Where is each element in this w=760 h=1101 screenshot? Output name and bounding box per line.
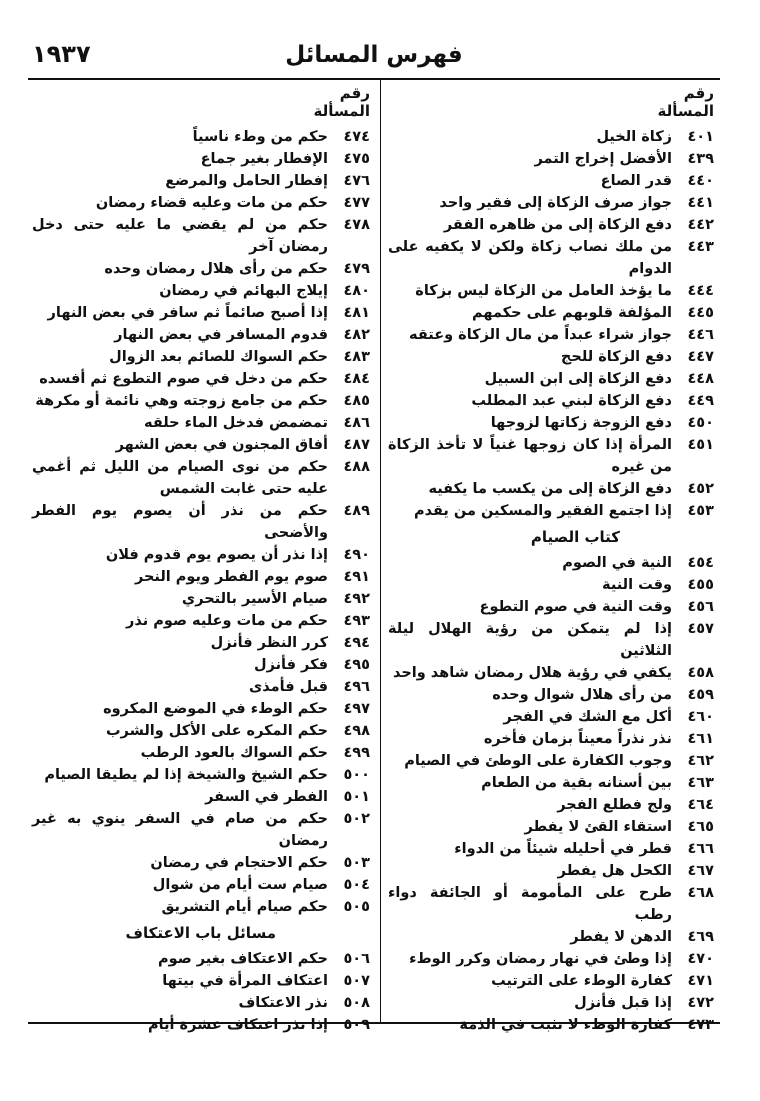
entry-title: إيلاج البهائم في رمضان bbox=[159, 283, 328, 299]
index-entry bbox=[28, 544, 376, 566]
index-entry bbox=[28, 434, 376, 456]
right-column bbox=[384, 84, 720, 1036]
entry-number: ٤٨٥ bbox=[343, 393, 370, 409]
entry-title: دفع الزكاة لبني عبد المطلب bbox=[471, 393, 672, 409]
index-entry bbox=[28, 126, 376, 148]
entry-title: حكم الوطء في الموضع المكروه bbox=[103, 701, 328, 717]
index-entry bbox=[384, 838, 720, 860]
index-entry bbox=[28, 368, 376, 390]
entry-title: إفطار الحامل والمرضع bbox=[165, 173, 328, 189]
entry-title: النية في الصوم bbox=[562, 555, 672, 571]
entry-number: ٤٥٤ bbox=[687, 555, 714, 571]
entry-title: وقت النية bbox=[602, 577, 672, 593]
entry-number: ٤٨٩ bbox=[343, 503, 370, 519]
entry-number: ٤٦٢ bbox=[687, 753, 714, 769]
entry-title: كفارة الوطء على الترتيب bbox=[491, 973, 672, 989]
entry-number: ٥٠٦ bbox=[343, 951, 370, 967]
entry-title: قدوم المسافر في بعض النهار bbox=[114, 327, 328, 343]
entry-title: حكم صيام أيام التشريق bbox=[161, 899, 328, 915]
index-entry bbox=[384, 596, 720, 618]
entry-number: ٤٩٢ bbox=[343, 591, 370, 607]
entry-title: بين أسنانه بقية من الطعام bbox=[481, 775, 672, 791]
entry-title: حكم من مات وعليه قضاء رمضان bbox=[95, 195, 328, 211]
entry-title: ولج فطلع الفجر bbox=[557, 797, 672, 813]
entry-number: ٥٠٩ bbox=[343, 1017, 370, 1033]
index-entry bbox=[384, 148, 720, 170]
entry-title: دفع الزكاة للحج bbox=[560, 349, 672, 365]
index-entry bbox=[384, 706, 720, 728]
entry-number: ٥٠٣ bbox=[343, 855, 370, 871]
entry-title: الأفضل إخراج التمر bbox=[534, 151, 672, 167]
entry-number: ٥٠١ bbox=[343, 789, 370, 805]
entry-title: كرر النظر فأنزل bbox=[210, 635, 328, 651]
column-heading-line1: رقم bbox=[339, 84, 370, 102]
entry-title: المرأة إذا كان زوجها غنياً لا تأخذ الزكاة من غيره bbox=[388, 437, 672, 475]
entry-title: حكم من دخل في صوم التطوع ثم أفسده bbox=[39, 371, 328, 387]
entry-title: فكر فأنزل bbox=[254, 657, 328, 673]
index-entry bbox=[28, 948, 376, 970]
index-entry bbox=[28, 742, 376, 764]
entry-title: إذا اجتمع الفقير والمسكين من يقدم bbox=[413, 503, 672, 519]
index-entry bbox=[384, 390, 720, 412]
entry-title: حكم من مات وعليه صوم نذر bbox=[126, 613, 328, 629]
entry-number: ٤٧٥ bbox=[343, 151, 370, 167]
entry-number: ٤٠١ bbox=[687, 129, 714, 145]
entry-number: ٤٥٦ bbox=[687, 599, 714, 615]
entry-title: حكم الشيخ والشيخة إذا لم يطيقا الصيام bbox=[44, 767, 328, 783]
index-entry bbox=[28, 324, 376, 346]
index-entry bbox=[384, 552, 720, 574]
column-heading bbox=[384, 84, 720, 126]
entry-title: الكحل هل يفطر bbox=[557, 863, 672, 879]
entry-number: ٤٩٨ bbox=[343, 723, 370, 739]
index-entry bbox=[28, 970, 376, 992]
entry-title: حكم من وطء ناسياً bbox=[192, 129, 328, 145]
left-column bbox=[28, 84, 376, 1036]
entry-title: يكفي في رؤية هلال رمضان شاهد واحد bbox=[392, 665, 672, 681]
index-entry bbox=[384, 324, 720, 346]
entry-list bbox=[28, 126, 376, 918]
entry-title: الفطر في السفر bbox=[205, 789, 328, 805]
entry-number: ٤٤١ bbox=[687, 195, 714, 211]
entry-title: قدر الصاع bbox=[600, 173, 672, 189]
index-entry bbox=[28, 346, 376, 368]
index-entry bbox=[28, 896, 376, 918]
entry-list bbox=[384, 552, 720, 1036]
entry-title: ما يؤخذ العامل من الزكاة ليس بزكاة bbox=[415, 283, 672, 299]
section-title: مسائل باب الاعتكاف bbox=[125, 924, 276, 942]
index-entry bbox=[28, 214, 376, 258]
entry-number: ٥٠٥ bbox=[343, 899, 370, 915]
entry-number: ٤٥٧ bbox=[687, 621, 714, 637]
index-entry bbox=[384, 992, 720, 1014]
entry-number: ٥٠٨ bbox=[343, 995, 370, 1011]
entry-title: قبل فأمذى bbox=[249, 679, 328, 695]
entry-number: ٤٤٢ bbox=[687, 217, 714, 233]
page-header bbox=[28, 38, 720, 78]
index-entry bbox=[28, 764, 376, 786]
entry-number: ٤٥٩ bbox=[687, 687, 714, 703]
index-entry bbox=[384, 280, 720, 302]
entry-number: ٤٦٠ bbox=[687, 709, 714, 725]
entry-title: من ملك نصاب زكاة ولكن لا يكفيه على الدوام bbox=[388, 239, 672, 277]
index-entry bbox=[28, 280, 376, 302]
entry-number: ٤٧٩ bbox=[343, 261, 370, 277]
entry-number: ٤٧٣ bbox=[687, 1017, 714, 1033]
index-entry bbox=[28, 566, 376, 588]
entry-title: حكم السواك للصائم بعد الزوال bbox=[109, 349, 328, 365]
index-entry bbox=[384, 170, 720, 192]
entry-number: ٤٨١ bbox=[343, 305, 370, 321]
entry-number: ٤٨٧ bbox=[343, 437, 370, 453]
entry-number: ٤٤٩ bbox=[687, 393, 714, 409]
column-heading-line2: المسألة bbox=[313, 102, 370, 120]
entry-title: المؤلفة قلوبهم على حكمهم bbox=[472, 305, 672, 321]
entry-number: ٤٦٥ bbox=[687, 819, 714, 835]
entry-title: استقاء القئ لا يفطر bbox=[524, 819, 672, 835]
index-entry bbox=[28, 698, 376, 720]
index-entry bbox=[384, 368, 720, 390]
entry-number: ٤٩١ bbox=[343, 569, 370, 585]
index-entry bbox=[28, 588, 376, 610]
index-entry bbox=[384, 772, 720, 794]
index-entry bbox=[28, 412, 376, 434]
entry-title: أفاق المجنون في بعض الشهر bbox=[115, 437, 328, 453]
entry-number: ٤٨٦ bbox=[343, 415, 370, 431]
entry-number: ٤٧٤ bbox=[343, 129, 370, 145]
column-heading bbox=[28, 84, 376, 126]
entry-number: ٤٩٥ bbox=[343, 657, 370, 673]
entry-number: ٤٥٥ bbox=[687, 577, 714, 593]
index-entry bbox=[384, 750, 720, 772]
index-entry bbox=[28, 302, 376, 324]
entry-title: حكم السواك بالعود الرطب bbox=[140, 745, 328, 761]
entry-title: حكم الاحتجام في رمضان bbox=[150, 855, 328, 871]
index-entry bbox=[384, 948, 720, 970]
entry-number: ٤٧٦ bbox=[343, 173, 370, 189]
index-entry bbox=[28, 808, 376, 852]
entry-title: إذا أصبح صائماً ثم سافر في بعض النهار bbox=[47, 305, 328, 321]
entry-title: حكم المكره على الأكل والشرب bbox=[105, 723, 328, 739]
index-entry bbox=[384, 434, 720, 478]
entry-title: إذا نذر أن يصوم يوم قدوم فلان bbox=[105, 547, 328, 563]
index-entry bbox=[384, 882, 720, 926]
entry-number: ٤٥٢ bbox=[687, 481, 714, 497]
entry-list bbox=[384, 126, 720, 522]
entry-number: ٤٥٨ bbox=[687, 665, 714, 681]
index-entry bbox=[384, 1014, 720, 1036]
entry-number: ٤٤٣ bbox=[687, 239, 714, 255]
entry-number: ٤٧٢ bbox=[687, 995, 714, 1011]
index-entry bbox=[28, 390, 376, 412]
index-entry bbox=[384, 302, 720, 324]
entry-number: ٤٧١ bbox=[687, 973, 714, 989]
entry-title: إذا قبل فأنزل bbox=[574, 995, 672, 1011]
index-entry bbox=[28, 632, 376, 654]
entry-title: وجوب الكفارة على الوطئ في الصيام bbox=[404, 753, 672, 769]
index-entry bbox=[384, 500, 720, 522]
index-entry bbox=[384, 214, 720, 236]
index-entry bbox=[28, 500, 376, 544]
entry-title: حكم من صام في السفر ينوي به غير رمضان bbox=[32, 811, 328, 849]
index-entry bbox=[384, 860, 720, 882]
entry-title: حكم من لم يقضي ما عليه حتى دخل رمضان آخر bbox=[32, 217, 328, 255]
entry-number: ٤٤٧ bbox=[687, 349, 714, 365]
column-heading-line1: رقم bbox=[683, 84, 714, 102]
entry-number: ٤٩٦ bbox=[343, 679, 370, 695]
entry-title: نذر الاعتكاف bbox=[238, 995, 328, 1011]
index-entry bbox=[28, 148, 376, 170]
column-heading-line2: المسألة bbox=[657, 102, 714, 120]
entry-number: ٤٦٩ bbox=[687, 929, 714, 945]
index-entry bbox=[28, 992, 376, 1014]
entry-title: إذا نذر اعتكاف عشرة أيام bbox=[148, 1017, 328, 1033]
index-entry bbox=[384, 346, 720, 368]
entry-number: ٤٦٤ bbox=[687, 797, 714, 813]
entry-number: ٤٥٣ bbox=[687, 503, 714, 519]
entry-title: دفع الزوجة زكاتها لزوجها bbox=[490, 415, 672, 431]
entry-title: الإفطار بغير جماع bbox=[200, 151, 328, 167]
entry-title: الدهن لا يفطر bbox=[570, 929, 672, 945]
entry-title: حكم الاعتكاف بغير صوم bbox=[157, 951, 328, 967]
entry-number: ٤٨٣ bbox=[343, 349, 370, 365]
entry-number: ٤٧٨ bbox=[343, 217, 370, 233]
entry-number: ٤٤٨ bbox=[687, 371, 714, 387]
index-entry bbox=[384, 574, 720, 596]
index-entry bbox=[28, 676, 376, 698]
entry-number: ٤٩٣ bbox=[343, 613, 370, 629]
entry-number: ٤٦٨ bbox=[687, 885, 714, 901]
entry-number: ٤٧٠ bbox=[687, 951, 714, 967]
entry-title: صيام ست أيام من شوال bbox=[152, 877, 328, 893]
index-entry bbox=[384, 126, 720, 148]
entry-title: حكم من رأى هلال رمضان وحده bbox=[104, 261, 328, 277]
entry-title: وقت النية في صوم التطوع bbox=[479, 599, 672, 615]
index-entry bbox=[28, 456, 376, 500]
index-entry bbox=[28, 720, 376, 742]
entry-title: زكاة الخيل bbox=[596, 129, 672, 145]
entry-number: ٤٨٤ bbox=[343, 371, 370, 387]
index-entry bbox=[384, 236, 720, 280]
entry-number: ٤٤٦ bbox=[687, 327, 714, 343]
index-entry bbox=[384, 412, 720, 434]
index-entry bbox=[28, 610, 376, 632]
index-entry bbox=[384, 728, 720, 750]
index-entry bbox=[28, 170, 376, 192]
entry-title: دفع الزكاة إلى من ظاهره الفقر bbox=[443, 217, 672, 233]
entry-number: ٤٤٠ bbox=[687, 173, 714, 189]
entry-number: ٥٠٤ bbox=[343, 877, 370, 893]
footer-rule bbox=[28, 1022, 720, 1024]
entry-number: ٤٩٩ bbox=[343, 745, 370, 761]
index-entry bbox=[384, 970, 720, 992]
index-entry bbox=[384, 662, 720, 684]
entry-title: تمضمض فدخل الماء حلقه bbox=[144, 415, 328, 431]
entry-number: ٤٨٠ bbox=[343, 283, 370, 299]
entry-number: ٤٤٥ bbox=[687, 305, 714, 321]
index-entry bbox=[384, 684, 720, 706]
page-title: فهرس المسائل bbox=[285, 42, 463, 68]
index-entry bbox=[384, 618, 720, 662]
header-rule bbox=[28, 78, 720, 80]
entry-number: ٤٩٤ bbox=[343, 635, 370, 651]
entry-number: ٤٥٠ bbox=[687, 415, 714, 431]
index-entry bbox=[28, 874, 376, 896]
index-entry bbox=[28, 258, 376, 280]
index-entry bbox=[28, 852, 376, 874]
index-entry bbox=[28, 654, 376, 676]
entry-title: حكم من نذر أن يصوم يوم الفطر والأضحى bbox=[32, 503, 328, 541]
entry-number: ٤٥١ bbox=[687, 437, 714, 453]
entry-title: اعتكاف المرأة في بيتها bbox=[162, 973, 328, 989]
index-entry bbox=[384, 816, 720, 838]
index-entry bbox=[28, 1014, 376, 1036]
page-number: ١٩٣٧ bbox=[32, 40, 91, 68]
entry-number: ٤٤٤ bbox=[687, 283, 714, 299]
index-entry bbox=[28, 192, 376, 214]
entry-title: من رأى هلال شوال وحده bbox=[492, 687, 672, 703]
entry-number: ٤٣٩ bbox=[687, 151, 714, 167]
index-entry bbox=[384, 794, 720, 816]
entry-number: ٥٠٧ bbox=[343, 973, 370, 989]
entry-title: حكم من نوى الصيام من الليل ثم أغمي عليه حتى غابت الشمس bbox=[32, 459, 328, 497]
index-entry bbox=[28, 786, 376, 808]
entry-title: قطر في أحليله شيئاً من الدواء bbox=[454, 841, 672, 857]
entry-title: كفارة الوطء لا تثبت في الذمة bbox=[459, 1017, 672, 1033]
entry-number: ٥٠٠ bbox=[343, 767, 370, 783]
entry-title: طرح على المأمومة أو الجائفة دواء رطب bbox=[388, 885, 672, 923]
entry-title: دفع الزكاة إلى ابن السبيل bbox=[484, 371, 672, 387]
entry-number: ٤٦٧ bbox=[687, 863, 714, 879]
index-entry bbox=[384, 926, 720, 948]
entry-number: ٤٨٨ bbox=[343, 459, 370, 475]
entry-title: إذا لم يتمكن من رؤية الهلال ليلة الثلاثين bbox=[388, 621, 672, 659]
entry-title: صيام الأسير بالتحري bbox=[181, 591, 328, 607]
entry-number: ٤٦٦ bbox=[687, 841, 714, 857]
entry-number: ٥٠٢ bbox=[343, 811, 370, 827]
entry-number: ٤٦٣ bbox=[687, 775, 714, 791]
index-entry bbox=[384, 192, 720, 214]
entry-number: ٤٨٢ bbox=[343, 327, 370, 343]
entry-title: صوم يوم الفطر ويوم النحر bbox=[134, 569, 328, 585]
entry-number: ٤٩٧ bbox=[343, 701, 370, 717]
column-divider bbox=[380, 80, 381, 1022]
entry-number: ٤٧٧ bbox=[343, 195, 370, 211]
entry-title: دفع الزكاة إلى من يكسب ما يكفيه bbox=[428, 481, 672, 497]
section-title: كتاب الصيام bbox=[530, 528, 620, 546]
index-entry bbox=[384, 478, 720, 500]
entry-title: أكل مع الشك في الفجر bbox=[503, 709, 672, 725]
entry-title: جواز صرف الزكاة إلى فقير واحد bbox=[439, 195, 672, 211]
entry-title: جواز شراء عبداً من مال الزكاة وعتقه bbox=[409, 327, 672, 343]
entry-number: ٤٩٠ bbox=[343, 547, 370, 563]
entry-title: إذا وطئ في نهار رمضان وكرر الوطء bbox=[409, 951, 672, 967]
entry-title: حكم من جامع زوجته وهي نائمة أو مكرهة bbox=[35, 393, 328, 409]
entry-title: نذر نذراً معيناً بزمان فأخره bbox=[483, 731, 672, 747]
entry-number: ٤٦١ bbox=[687, 731, 714, 747]
